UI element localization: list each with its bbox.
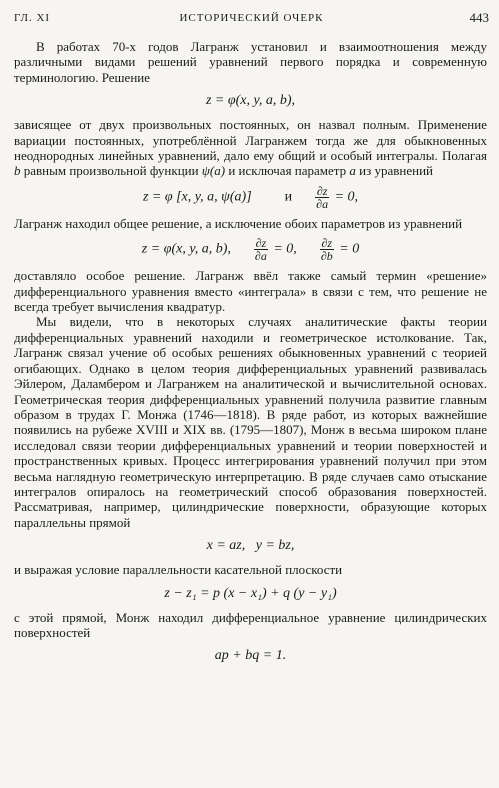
- fraction-numerator: ∂z: [316, 183, 328, 198]
- symbol-b: b: [14, 163, 21, 179]
- formula-2-right: = 0,: [334, 189, 359, 205]
- chapter-label: ГЛ. XI: [14, 12, 51, 24]
- formula-singular-solution: [14, 237, 487, 262]
- page-number: 443: [469, 10, 489, 25]
- formula-3-right: = 0: [339, 241, 360, 257]
- paragraph-2-text-a: зависящее от двух произвольных постоянных, он назвал полным. Применение вариации постоянных, употреблённой Лагранжем тогда же для обыкновенных неоднородных линейных уравнений, дало ему общий и особый интегралы. Полагая: [14, 117, 487, 164]
- main-text: [14, 39, 487, 672]
- paragraph-6: и выражая условие параллельности касательной плоскости: [14, 562, 343, 578]
- partial-derivative-z-a: [315, 185, 329, 210]
- paragraph-2-text-c: равным произвольной функции: [20, 163, 202, 179]
- fraction-numerator: ∂z: [255, 236, 267, 251]
- paragraph-7: с этой прямой, Монж находил дифференциальное уравнение цилиндрических поверхностей: [14, 609, 487, 640]
- formula-2-left: z = φ [x, y, a, ψ(a)]: [142, 189, 252, 205]
- paragraph-2: [14, 117, 487, 179]
- paragraph-5: Мы видели, что в некоторых случаях аналитические факты теории дифференциальных уравнений находили и геометрическое истолкование. Так, Лагранж связал учение об особых решениях обыкновенных уравнений с теорией огибающих. Однако в целом теория дифференциальных уравнений развивалась Эйлером, Даламбером и Лагранжем на аналитической и вычислительной основах. Геометрическая теория дифференциальных уравнений получила развитие главным образом в трудах Г. Монжа (1746—1818). В ряде работ, из которых важнейшие появились на рубеже XVIII и XIX вв. (1795—1807), Монж в весьма широком плане исследовал связи теории дифференциальных уравнений и теории поверхностей и пространственных кривых. Процесс интегрирования уравнений получил при этом весьма наглядную геометрическую интерпретацию. В ряде случаев само отыскание интегралов опиралось на геометрический способ образования поверхностей. Рассматривая, например, цилиндрические поверхности, образующие которых параллельны прямой: [14, 314, 487, 530]
- paragraph-4: доставляло особое решение. Лагранж ввёл также самый термин «решение» дифференциального уравнения вместо «интеграла» в связи с тем, что решение не всегда требует вычисления квадратур.: [14, 268, 487, 315]
- formula-3-left: z = φ(x, y, a, b),: [141, 241, 231, 257]
- fraction-numerator: ∂z: [321, 236, 333, 251]
- fraction-denominator: ∂a: [254, 249, 267, 264]
- symbol-psi-a: ψ(a): [201, 163, 226, 179]
- partial-derivative-z-a: [254, 237, 268, 262]
- formula-cylindrical-surface: ap + bq = 1.: [214, 648, 287, 664]
- formula-tangent-plane: z − z₁ = p (x − x₁) + q (y − y₁): [164, 585, 337, 601]
- section-title: ИСТОРИЧЕСКИЙ ОЧЕРК: [179, 12, 324, 24]
- fraction-denominator: ∂a: [316, 196, 329, 211]
- fraction-denominator: ∂b: [320, 249, 333, 264]
- running-header: [14, 10, 489, 26]
- formula-general-solution: [14, 185, 487, 210]
- formula-line: x = az, y = bz,: [206, 538, 295, 554]
- paragraph-2-text-g: из уравнений: [355, 163, 433, 179]
- partial-derivative-z-b: [320, 237, 334, 262]
- paragraph-3: Лагранж находил общее решение, а исключение обоих параметров из уравнений: [14, 215, 463, 231]
- formula-complete-solution: z = φ(x, y, a, b),: [205, 93, 296, 109]
- formula-2-conjunction: и: [284, 189, 293, 205]
- symbol-a: a: [349, 163, 356, 179]
- paragraph-2-text-e: и исключая параметр: [225, 163, 350, 179]
- formula-3-mid: = 0,: [273, 241, 297, 257]
- paragraph-1: В работах 70-х годов Лагранж установил и взаимоотношения между различными видами решений уравнений первого порядка и современную терминологию. Решение: [14, 39, 487, 85]
